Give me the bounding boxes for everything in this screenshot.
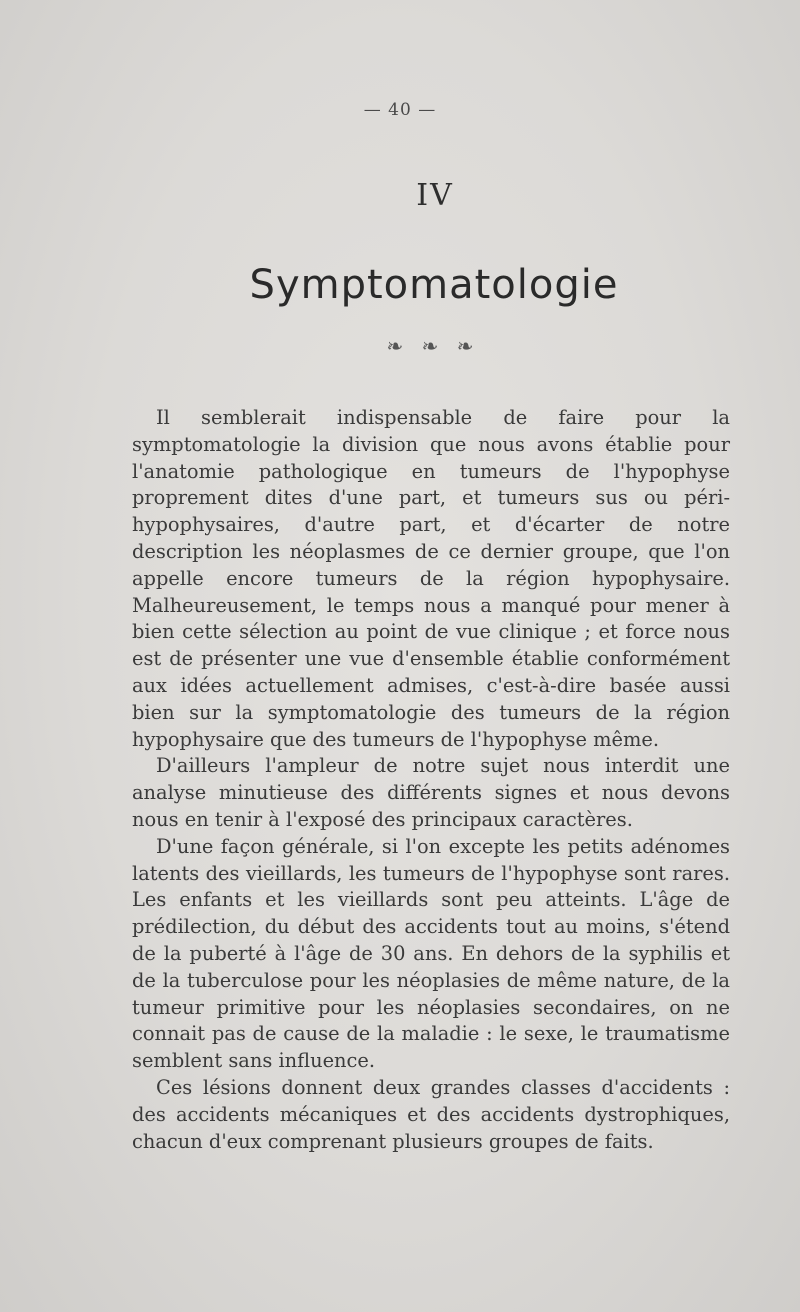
body-text — [132, 405, 730, 1155]
paragraph: Ces lésions donnent deux grandes classes d'accidents : des accidents mécaniques et des accidents dystrophiques, chacun d'eux comprenant plusieurs groupes de faits. — [132, 1075, 730, 1153]
paragraph: D'ailleurs l'ampleur de notre sujet nous interdit une analyse minutieuse des différents signes et nous devons nous en tenir à l'exposé des principaux caractères. — [132, 754, 730, 831]
chapter-numeral: IV — [416, 178, 454, 213]
paragraph: D'une façon générale, si l'on excepte les petits adénomes latents des vieillards, les tumeurs de l'hypophyse sont rares. Les enfants et les vieillards sont peu atteints. L'âge de prédilection, du début des accidents tout au moins, s'étend de la puberté à l'âge de 30 ans. En dehors de la syphilis et de la tuberculose pour les néoplasies de même nature, de la tumeur primitive pour les néoplasies secondaires, on ne connait pas de cause de la maladie : le sexe, le traumatisme semblent sans influence. — [132, 834, 730, 1073]
paragraph: Il semblerait indispensable de faire pour la symptomatologie la division que nous avons établie pour l'anatomie pathologique en tumeurs de l'hypophyse proprement dites d'une part, et tumeurs sus ou péri-hypophysaires, d'autre part, et d'écarter de notre description les néoplasmes de ce dernier groupe, que l'on appelle encore tumeurs de la région hypophysaire. Malheureusement, le temps nous a manqué pour mener à bien cette sélection au point de vue clinique ; et force nous est de présenter une vue d'ensemble établie conformément aux idées actuellement admises, c'est-à-dire basée aussi bien sur la symptomatologie des tumeurs de la région hypophysaire que des tumeurs de l'hypophyse même. — [132, 406, 730, 751]
page-number: — 40 — — [363, 100, 437, 120]
chapter-title: Symptomatologie — [249, 262, 619, 308]
fleuron-ornament-icon: ❧ ❧ ❧ — [386, 334, 480, 358]
